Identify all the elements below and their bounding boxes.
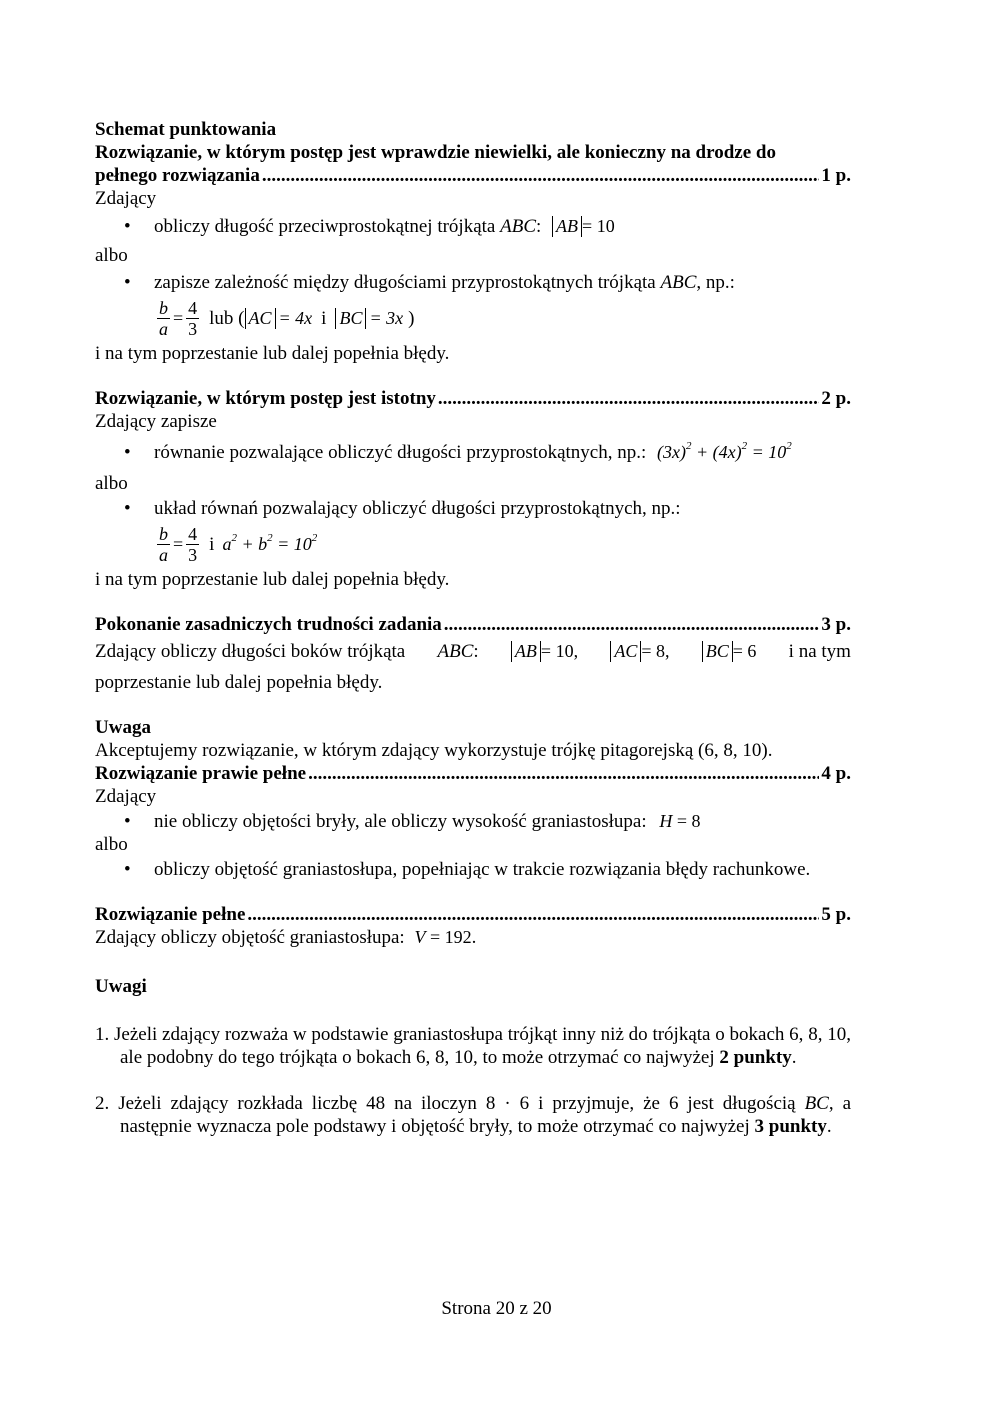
s4-intro: Zdający bbox=[95, 786, 157, 807]
abs-ac: AC bbox=[245, 308, 276, 329]
s3-text-line1: Zdający obliczy długości boków trójkąta ABC: AB = 10, AC = 8, BC = 6 i na tym bbox=[95, 641, 851, 662]
uwagi-item-1: 1. Jeżeli zdający rozważa w podstawie graniastosłupa trójkąt inny niż do trójkąta o bokach 6, 8, 10, ale podobny do tego trójkąta o bokach 6, 8, 10, to może otrzymać co najwyżej 2 punkty. bbox=[95, 1024, 851, 1068]
s1-bullet1-text: obliczy długość przeciwprostokątnej trójkąta bbox=[154, 216, 496, 237]
v-value: = 192 bbox=[429, 927, 472, 947]
i-conjunction: i bbox=[209, 533, 215, 555]
dot-leader bbox=[308, 762, 819, 785]
scoring-scheme bbox=[95, 118, 851, 1138]
s2-title: Rozwiązanie, w którym postęp jest istotny bbox=[95, 388, 436, 409]
s4-points: 4 p. bbox=[821, 763, 851, 784]
abs-ab: AB bbox=[552, 216, 582, 237]
triangle-name: ABC bbox=[660, 272, 697, 293]
bc-segment: BC bbox=[804, 1093, 829, 1114]
bc-value: = 6 bbox=[732, 641, 757, 661]
uwagi-item-2: 2. Jeżeli zdający rozkłada liczbę 48 na iloczyn 8 · 6 i przyjmuje, że 6 jest długością BC, a następnie wyznacza pole podstawy i objętość bryły, to może otrzymać co najwyżej 3 punkty. bbox=[95, 1093, 851, 1137]
s2-fraction-line bbox=[95, 520, 851, 568]
s2-title-row bbox=[95, 387, 851, 410]
uwagi-title: Uwagi bbox=[95, 976, 147, 997]
s2-albo: albo bbox=[95, 473, 128, 494]
s4-title: Rozwiązanie prawie pełne bbox=[95, 763, 307, 784]
s4-albo: albo bbox=[95, 834, 128, 855]
s4-bullet2: • obliczy objętość graniastosłupa, popełniając w trakcie rozwiązania błędy rachunkowe. bbox=[95, 858, 851, 881]
s4-bullet1 bbox=[95, 810, 851, 833]
dot-leader bbox=[262, 164, 820, 187]
triangle-name: ABC bbox=[500, 216, 537, 237]
colon: : bbox=[536, 216, 542, 237]
scheme-heading: Schemat punktowania bbox=[95, 119, 277, 140]
s2-bullet1 bbox=[95, 441, 851, 464]
dot-leader bbox=[247, 903, 819, 926]
ac-value: = 4x bbox=[278, 307, 313, 328]
points-emphasis: 2 punkty bbox=[719, 1047, 792, 1068]
s3-text-b: i na tym bbox=[788, 641, 851, 662]
s1-title-row bbox=[95, 164, 851, 187]
equation-system: $a^2 + b^2 = 10^2$ bbox=[222, 531, 318, 554]
lub-text: lub ( bbox=[209, 307, 245, 329]
dot-leader bbox=[438, 387, 820, 410]
s1-albo: albo bbox=[95, 245, 128, 266]
v-variable: V bbox=[414, 927, 426, 947]
s4-bullet1-text: nie obliczy objętości bryły, ale obliczy wysokość graniastosłupa: bbox=[154, 811, 647, 832]
h-value: = 8 bbox=[676, 811, 701, 831]
s1-bullet1 bbox=[95, 215, 851, 238]
s4-title-row bbox=[95, 762, 851, 785]
bc-value: = 3x bbox=[369, 307, 404, 328]
s5-title: Rozwiązanie pełne bbox=[95, 904, 246, 925]
fraction-4-over-3: $\frac{4}{3}$ bbox=[188, 523, 198, 565]
ab-value: = 10 bbox=[540, 641, 574, 661]
fraction-b-over-a: $\frac{b}{a}$ bbox=[159, 297, 168, 339]
s1-title-line2: pełnego rozwiązania bbox=[95, 165, 260, 186]
s1-intro: Zdający bbox=[95, 188, 157, 209]
i-conjunction: i bbox=[321, 307, 327, 329]
fraction-4-over-3: $\frac{4}{3}$ bbox=[188, 297, 198, 339]
s2-points: 2 p. bbox=[821, 388, 851, 409]
s1-points: 1 p. bbox=[821, 165, 851, 186]
np-tail: , np.: bbox=[696, 272, 735, 293]
s1-bullet2-text: zapisze zależność między długościami przyprostokątnych trójkąta bbox=[154, 272, 656, 293]
s3-text-line2: poprzestanie lub dalej popełnia błędy. bbox=[95, 672, 383, 693]
abs-bc: BC bbox=[702, 641, 733, 662]
s1-fraction-line bbox=[95, 294, 851, 342]
s5-text: Zdający obliczy objętość graniastosłupa: V = 192. bbox=[95, 927, 477, 948]
equation-pythagoras: $(3x)^2 + (4x)^2 = 10^2$ bbox=[657, 440, 792, 462]
ab-value: = 10 bbox=[582, 216, 615, 236]
s3-points: 3 p. bbox=[821, 614, 851, 635]
s5-title-row bbox=[95, 903, 851, 926]
s1-bullet2 bbox=[95, 271, 851, 294]
s2-outro: i na tym poprzestanie lub dalej popełnia błędy. bbox=[95, 569, 450, 590]
ac-value: = 8 bbox=[641, 641, 665, 661]
h-variable: H bbox=[659, 811, 673, 831]
close-paren: ) bbox=[408, 307, 415, 329]
dot-leader bbox=[444, 613, 820, 636]
uwaga-text: Akceptujemy rozwiązanie, w którym zdający wykorzystuje trójkę pitagorejską (6, 8, 10). bbox=[95, 740, 773, 761]
s3-title-row bbox=[95, 613, 851, 636]
s3-title: Pokonanie zasadniczych trudności zadania bbox=[95, 614, 442, 635]
s2-bullet1-text: równanie pozwalające obliczyć długości przyprostokątnych, np.: bbox=[154, 442, 647, 463]
points-emphasis: 3 punkty bbox=[754, 1116, 827, 1137]
triangle-name: ABC bbox=[437, 641, 474, 662]
page-number: Strona 20 z 20 bbox=[441, 1298, 552, 1319]
abs-ac: AC bbox=[610, 641, 641, 662]
s2-bullet2: • układ równań pozwalający obliczyć długości przyprostokątnych, np.: bbox=[95, 497, 851, 520]
abs-ab: AB bbox=[511, 641, 541, 662]
s1-outro: i na tym poprzestanie lub dalej popełnia błędy. bbox=[95, 343, 450, 364]
equals-sign: = bbox=[173, 533, 184, 554]
s5-points: 5 p. bbox=[821, 904, 851, 925]
s1-title-line1: Rozwiązanie, w którym postęp jest wprawdzie niewielki, ale konieczny na drodze do bbox=[95, 142, 776, 163]
s3-text-a: Zdający obliczy długości boków trójkąta bbox=[95, 641, 406, 662]
equals-sign: = bbox=[173, 307, 184, 328]
uwaga-title: Uwaga bbox=[95, 717, 151, 738]
fraction-b-over-a: $\frac{b}{a}$ bbox=[159, 523, 168, 565]
s2-intro: Zdający zapisze bbox=[95, 411, 217, 432]
abs-bc: BC bbox=[335, 308, 366, 329]
